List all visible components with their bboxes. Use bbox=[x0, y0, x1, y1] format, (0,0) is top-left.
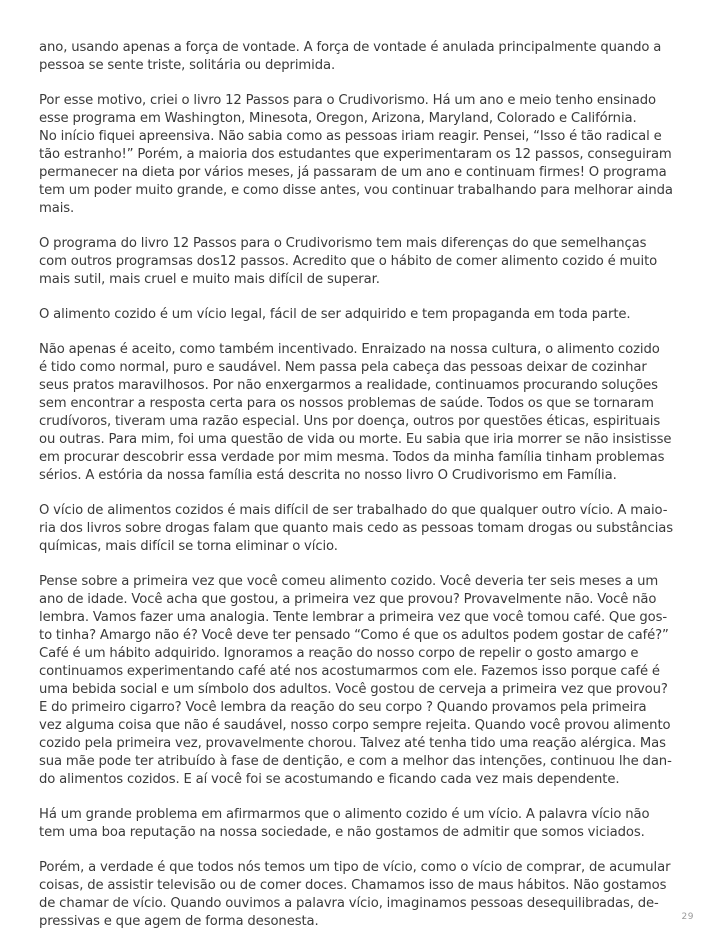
body-paragraph: Pense sobre a primeira vez que você comeu alimento cozido. Você deveria ter seis meses a um ano de idade. Você acha que gostou, a primeira vez que provou? Provavelmente não. Você não lembra. Vamos fazer uma analogia. Tente lembrar a primeira vez que você tomou café. Que gos- to tinha? Amargo não é? Você deve ter pensado “Como é que os adultos podem gostar de café?” Café é um hábito adquirido. Ignoramos a reação do nosso corpo de repelir o gosto amargo e continuamos experimentando café até nos acostumarmos com ele. Fazemos isso porque café é uma bebida social e um símbolo dos adultos. Você gostou de cerveja a primeira vez que provou? E do primeiro cigarro? Você lembra da reação do seu corpo ? Quando provamos pela primeira vez alguma coisa que não é saudável, nosso corpo sempre rejeita. Quando você provou alimento cozido pela primeira vez, provavelmente chorou. Talvez até tenha tido uma reação alérgica. Mas sua mãe pode ter atribuído à fase de dentição, e com a melhor das intenções, continuou lhe dan- do alimentos cozidos. E aí você foi se acostumando e ficando cada vez mais dependente. bbox=[39, 574, 672, 787]
body-paragraph: ano, usando apenas a força de vontade. A força de vontade é anulada principalmente quando a pessoa se sente triste, solitária ou deprimida. bbox=[39, 40, 662, 73]
body-paragraph: Porém, a verdade é que todos nós temos um tipo de vício, como o vício de comprar, de acumular coisas, de assistir televisão ou de comer doces. Chamamos isso de maus hábitos. Não gostamos de chamar de vício. Quando ouvimos a palavra vício, imaginamos pessoas desequilibradas, de- pressivas e que agem de forma desonesta. bbox=[39, 860, 671, 929]
page-number: 29 bbox=[681, 912, 694, 922]
body-paragraph: Não apenas é aceito, como também incentivado. Enraizado na nossa cultura, o alimento cozido é tido como normal, puro e saudável. Nem passa pela cabeça das pessoas deixar de cozinhar seus pratos maravilhosos. Por não enxergarmos a realidade, continuamos procurando soluções sem encontrar a resposta certa para os nossos problemas de saúde. Todos os que se tornaram crudívoros, tiveram uma razão especial. Uns por doença, outros por questões éticas, espirituais ou outras. Para mim, foi uma questão de vida ou morte. Eu sabia que iria morrer se não insistisse em procurar descobrir essa verdade por mim mesma. Todos da minha família tinham problemas sérios. A estória da nossa família está descrita no nosso livro O Crudivorismo em Família. bbox=[39, 342, 672, 483]
body-paragraph: O alimento cozido é um vício legal, fácil de ser adquirido e tem propaganda em toda parte. bbox=[39, 307, 631, 322]
body-paragraph: O programa do livro 12 Passos para o Crudivorismo tem mais diferenças do que semelhanças com outros programsas dos12 passos. Acredito que o hábito de comer alimento cozido é muito mais sutil, mais cruel e muito mais difícil de superar. bbox=[39, 236, 658, 287]
document-page bbox=[39, 39, 689, 948]
body-paragraph: Há um grande problema em afirmarmos que o alimento cozido é um vício. A palavra vício não tem uma boa reputação na nossa sociedade, e não gostamos de admitir que somos viciados. bbox=[39, 807, 650, 840]
body-paragraph: Por esse motivo, criei o livro 12 Passos para o Crudivorismo. Há um ano e meio tenho ensinado esse programa em Washington, Minesota, Oregon, Arizona, Maryland, Colorado e Califórnia. No início fiquei apreensiva. Não sabia como as pessoas iriam reagir. Pensei, “Isso é tão radical e tão estranho!” Porém, a maioria dos estudantes que experimentaram os 12 passos, conseguiram permanecer na dieta por vários meses, já passaram de um ano e continuam firmes! O programa tem um poder muito grande, e como disse antes, vou continuar trabalhando para melhorar ainda mais. bbox=[39, 93, 673, 216]
body-paragraph: O vício de alimentos cozidos é mais difícil de ser trabalhado do que qualquer outro vício. A maio- ria dos livros sobre drogas falam que quanto mais cedo as pessoas tomam drogas ou substâncias químicas, mais difícil se torna eliminar o vício. bbox=[39, 503, 674, 554]
